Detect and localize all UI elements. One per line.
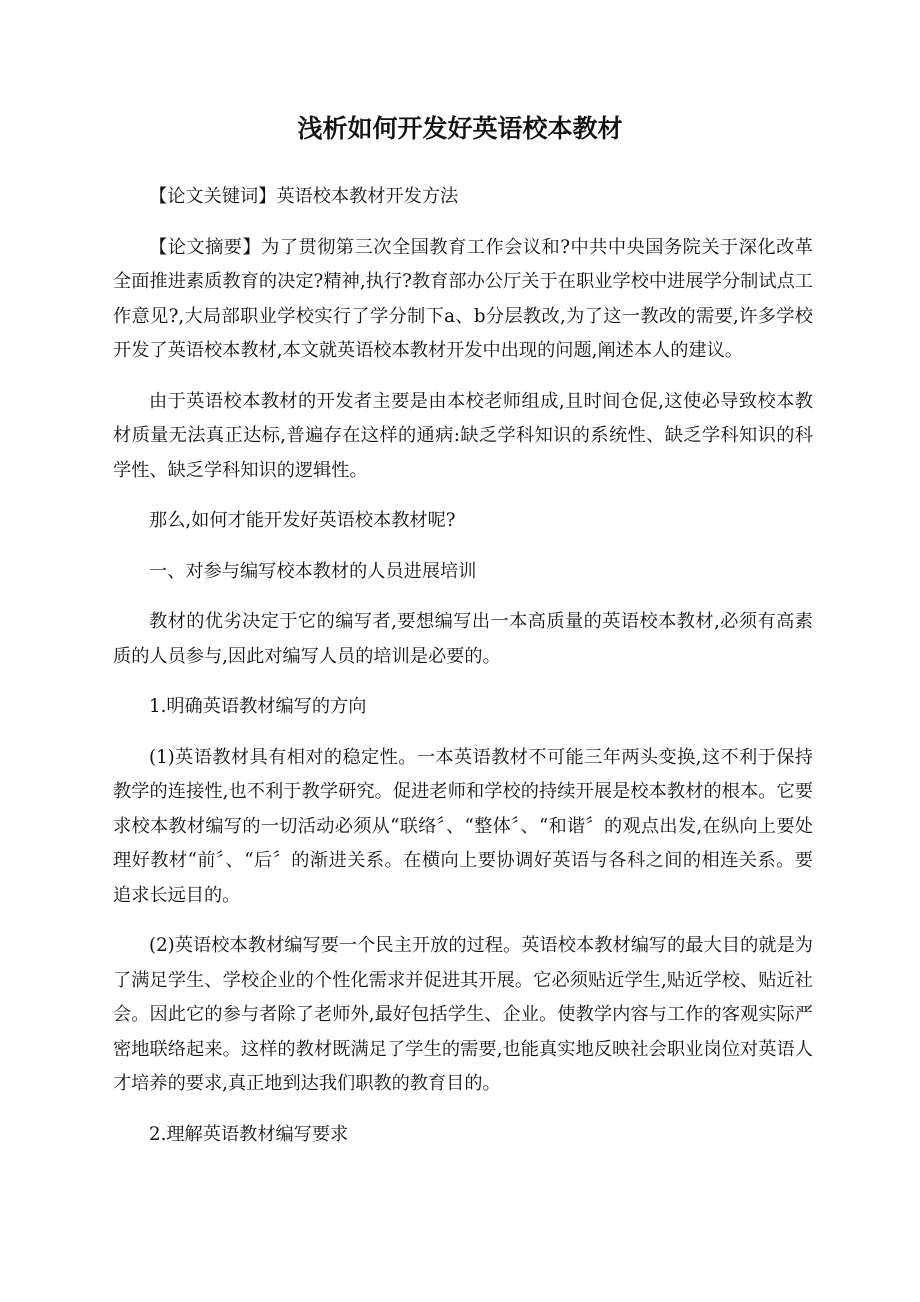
abstract-label: 【论文摘要】 — [149, 236, 262, 258]
keywords-paragraph — [113, 180, 813, 215]
body-paragraph: 由于英语校本教材的开发者主要是由本校老师组成,且时间仓促,这使必导致校本教材质量无法真正达标,普遍存在这样的通病:缺乏学科知识的系统性、缺乏学科知识的科学性、缺乏学科知识的逻辑性。 — [113, 390, 813, 481]
body-paragraph: 那么,如何才能开发好英语校本教材呢? — [149, 510, 456, 531]
body-paragraph: (2)英语校本教材编写要一个民主开放的过程。英语校本教材编写的最大目的就是为了满足学生、学校企业的个性化需求并促进其开展。它必须贴近学生,贴近学校、贴近社会。因此它的参与者除了老师外,最好包括学生、企业。使教学内容与工作的客观实际严密地联络起来。这样的教材既满足了学生的需要,也能真实地反映社会职业岗位对英语人才培养的要求,真正地到达我们职教的教育目的。 — [113, 935, 813, 1094]
body-paragraph: (1)英语教材具有相对的稳定性。一本英语教材不可能三年两头变换,这不利于保持教学的连接性,也不利于教学研究。促进老师和学校的持续开展是校本教材的根本。它要求校本教材编写的一切活动必须从“联络〞、“整体〞、“和谐〞的观点出发,在纵向上要处理好教材“前〞、“后〞的渐进关系。在横向上要协调好英语与各科之间的相连关系。要追求长远目的。 — [113, 746, 813, 906]
abstract-text: 为了贯彻第三次全国教育工作会议和?中共中央国务院关于深化改革全面推进素质教育的决定?精神,执行?教育部办公厅关于在职业学校中进展学分制试点工作意见?,大局部职业学校实行了学分制下a、b分层教改,为了这一教改的需要,许多学校开发了英语校本教材,本文就英语校本教材开发中出现的问题,阐述本人的建议。 — [113, 236, 813, 361]
document-body — [113, 180, 813, 1168]
keywords-label: 【论文关键词】 — [149, 186, 277, 207]
document-title: 浅析如何开发好英语校本教材 — [297, 114, 623, 143]
subsection-heading: 2.理解英语教材编写要求 — [149, 1123, 349, 1145]
subsection-heading: 1.明确英语教材编写的方向 — [149, 696, 367, 717]
body-paragraph: 教材的优劣决定于它的编写者,要想编写出一本高质量的英语校本教材,必须有高素质的人员参与,因此对编写人员的培训是必要的。 — [113, 611, 813, 667]
keywords-text: 英语校本教材开发方法 — [276, 186, 459, 207]
section-heading: 一、对参与编写校本教材的人员进展培训 — [149, 560, 477, 582]
abstract-paragraph — [113, 231, 813, 369]
